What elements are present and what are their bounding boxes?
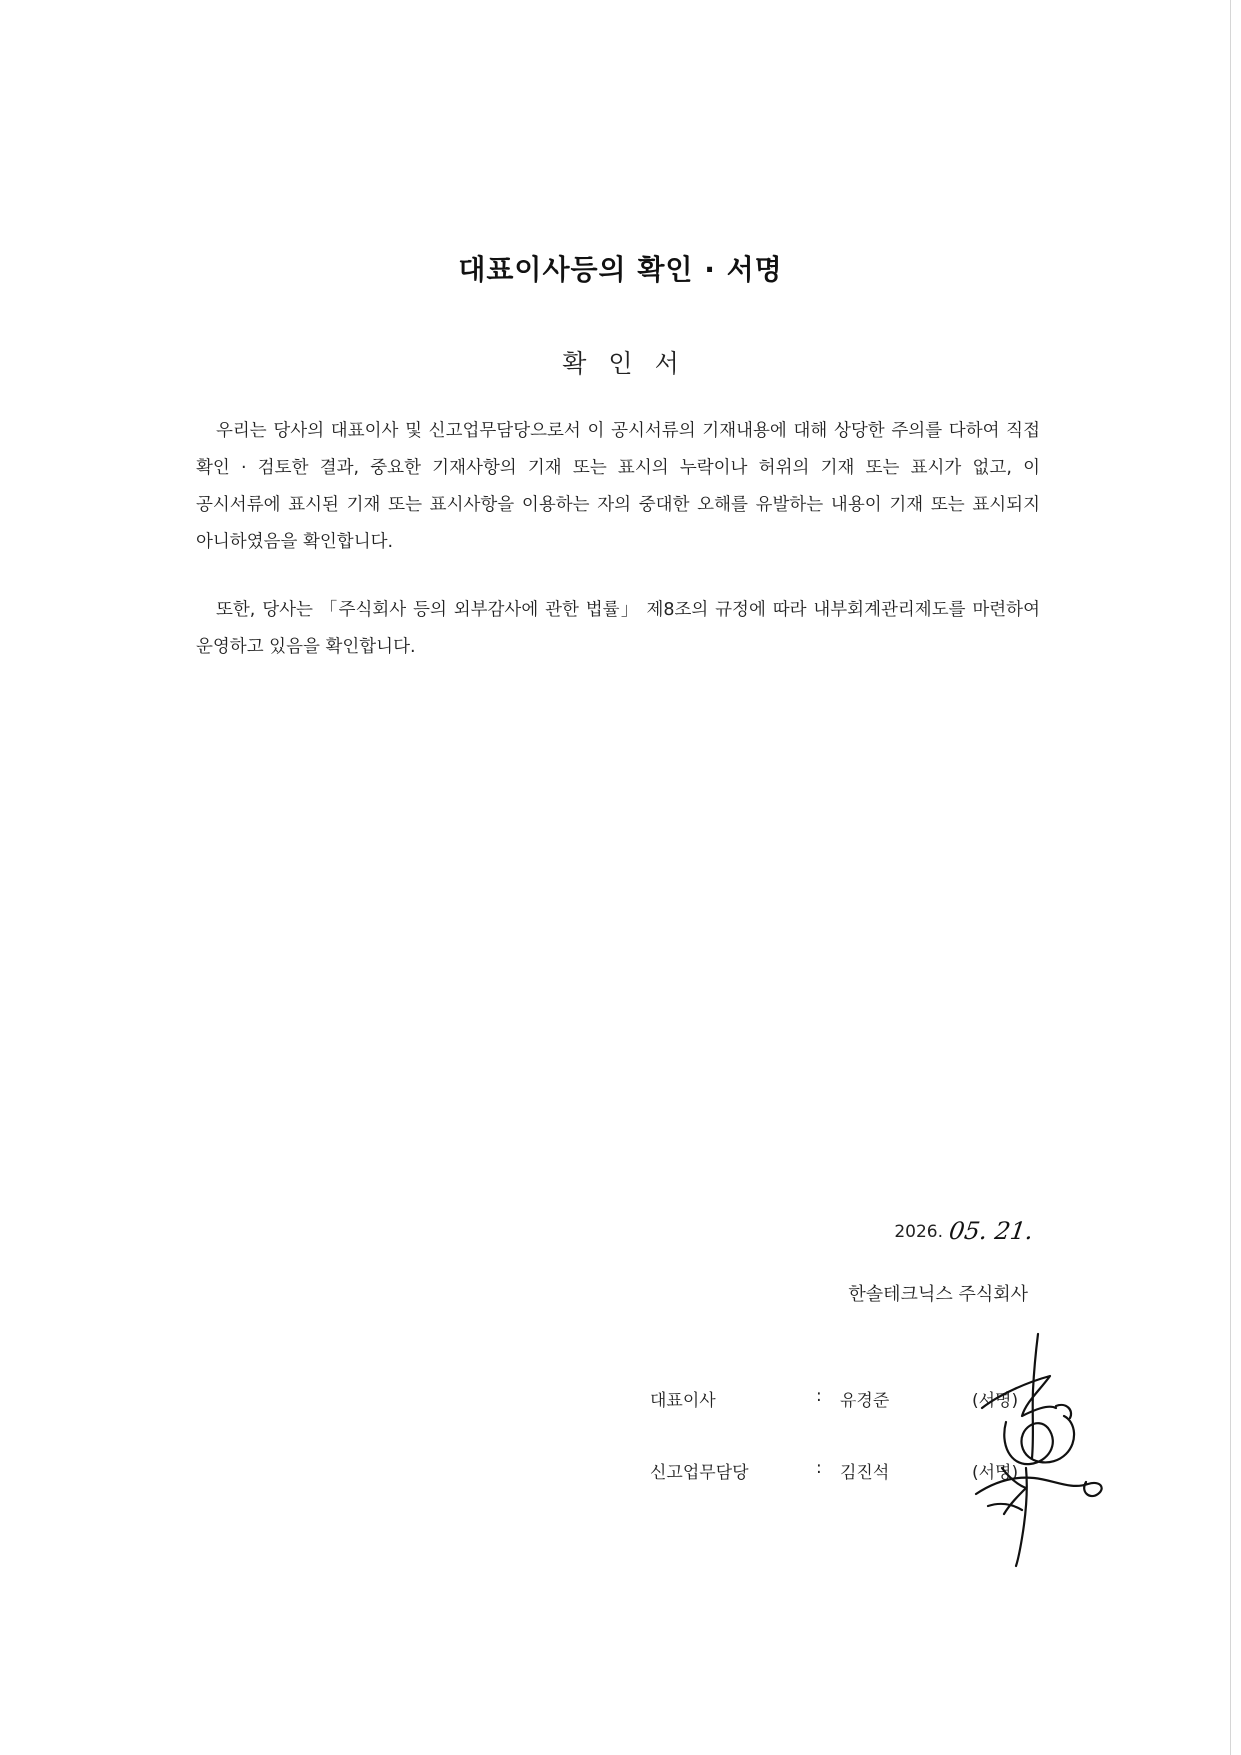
signing-date bbox=[894, 1208, 1036, 1248]
signature-label: (서명) bbox=[972, 1391, 1019, 1411]
confirmation-paragraph bbox=[196, 413, 1040, 561]
internal-control-paragraph-text: 또한, 당사는 「주식회사 등의 외부감사에 관한 법률」 제8조의 규정에 따라 내부회계관리제도를 마련하여 운영하고 있음을 확인합니다. bbox=[196, 600, 1040, 657]
date-handwritten: 05. 21. bbox=[947, 1217, 1036, 1245]
officer-signature-stroke bbox=[976, 1478, 1102, 1496]
date-year: 2026. bbox=[894, 1222, 944, 1242]
document-title: 대표이사등의 확인 · 서명 bbox=[458, 253, 783, 286]
company-name: 한솔테크닉스 주식회사 bbox=[848, 1284, 1028, 1305]
signatory-name: 유경준 bbox=[840, 1391, 890, 1411]
internal-control-paragraph bbox=[196, 592, 1040, 666]
signatory-name: 김진석 bbox=[840, 1463, 890, 1483]
document-subtitle: 확인서 bbox=[562, 349, 701, 378]
signatory-role: 대표이사 bbox=[650, 1391, 716, 1411]
signatory-colon: : bbox=[816, 1458, 822, 1478]
signatory-colon: : bbox=[816, 1386, 822, 1406]
ceo-signature-stroke bbox=[982, 1376, 1056, 1416]
ceo-signature-stroke bbox=[1004, 1416, 1074, 1464]
handwritten-signatures bbox=[930, 1318, 1120, 1568]
confirmation-paragraph-text: 우리는 당사의 대표이사 및 신고업무담당으로서 이 공시서류의 기재내용에 대해 상당한 주의를 다하여 직접 확인 · 검토한 결과, 중요한 기재사항의 기재 또는 표시의 누락이나 허위의 기재 또는 표시가 없고, 이 공시서류에 표시된 기재 또는 표시사항을 이용하는 자의 중대한 오해를 유발하는 내용이 기재 또는 표시되지 아니하였음을 확인합니다. bbox=[196, 421, 1040, 552]
officer-signature-stroke bbox=[988, 1504, 1022, 1510]
signature-label: (서명) bbox=[972, 1463, 1019, 1483]
signatory-role: 신고업무담당 bbox=[650, 1463, 749, 1483]
